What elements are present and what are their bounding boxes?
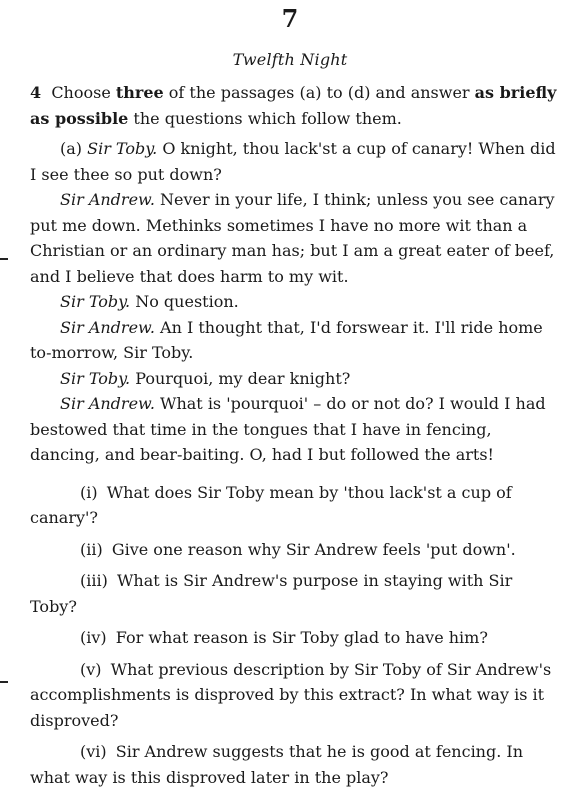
instruction-emphasis: as briefly as possible bbox=[30, 83, 557, 128]
speaker-name: Sir Toby. bbox=[60, 368, 131, 388]
speaker-name: Sir Andrew. bbox=[60, 190, 155, 209]
speech-text: An I thought that, I'd forswear it. I'll ride home to-morrow, Sir Toby. bbox=[30, 317, 543, 362]
instruction-text: of the passages (a) to (d) and answer bbox=[163, 83, 475, 102]
sub-question-number: (iv) bbox=[80, 628, 107, 647]
passage-line bbox=[30, 289, 558, 315]
sub-question-number: (ii) bbox=[80, 539, 103, 559]
sub-question-number: (vi) bbox=[80, 742, 107, 761]
sub-question-number: (iii) bbox=[80, 571, 108, 590]
speech-text: Never in your life, I think; unless you see canary put me down. Methinks sometimes I have no more wit than a Christian or an ordinary man has; but I am a great eater of beef, and I believe that does harm to my wit. bbox=[30, 190, 555, 286]
speech-text: What is 'pourquoi' – do or not do? I would I had bestowed that time in the tongues that I have in fencing, dancing, and bear-baiting. O, had I but followed the arts! bbox=[30, 394, 546, 464]
passage-line bbox=[30, 366, 558, 392]
sub-question bbox=[30, 625, 558, 651]
instruction-text: Choose bbox=[51, 83, 116, 102]
speech-text: No question. bbox=[130, 292, 239, 311]
passage-line bbox=[30, 391, 558, 468]
question-content bbox=[30, 80, 558, 796]
question-number: 4 bbox=[30, 83, 42, 102]
sub-question-number: (v) bbox=[80, 659, 102, 679]
section-title: Twelfth Night bbox=[232, 50, 348, 69]
speech-text: Pourquoi, my dear knight? bbox=[130, 368, 351, 388]
instruction-text: the questions which follow them. bbox=[128, 108, 402, 128]
sub-question-text: Give one reason why Sir Andrew feels 'put down'. bbox=[111, 539, 516, 559]
speaker-name: Sir Toby. bbox=[60, 292, 131, 311]
passage-line bbox=[30, 187, 558, 289]
sub-question-number: (i) bbox=[80, 482, 98, 502]
sub-question-text: What previous description by Sir Toby of Sir Andrew's accomplishments is disproved by this extract? In what way is it disproved? bbox=[30, 659, 552, 730]
margin-mark bbox=[0, 681, 8, 683]
sub-question-text: What does Sir Toby mean by 'thou lack'st a cup of canary'? bbox=[30, 482, 512, 527]
passage-a bbox=[30, 136, 558, 468]
speaker-name: Sir Andrew. bbox=[60, 394, 155, 413]
sub-question-text: For what reason is Sir Toby glad to have him? bbox=[115, 628, 488, 647]
margin-mark bbox=[0, 258, 8, 260]
sub-question bbox=[30, 568, 558, 619]
speaker-name: Sir Toby. bbox=[87, 139, 158, 158]
sub-question bbox=[30, 657, 558, 734]
sub-question bbox=[30, 537, 558, 563]
passage-line bbox=[30, 136, 558, 187]
sub-question-text: What is Sir Andrew's purpose in staying with Sir Toby? bbox=[30, 571, 513, 616]
sub-question bbox=[30, 739, 558, 790]
page-number: 7 bbox=[281, 4, 299, 33]
sub-question bbox=[30, 480, 558, 531]
instruction-emphasis: three bbox=[115, 83, 164, 102]
passage-line bbox=[30, 315, 558, 366]
question-instructions bbox=[30, 80, 558, 131]
speech-text: O knight, thou lack'st a cup of canary! When did I see thee so put down? bbox=[30, 139, 556, 184]
passage-label: (a) bbox=[60, 139, 88, 158]
sub-question-text: Sir Andrew suggests that he is good at fencing. In what way is this disproved later in the play? bbox=[30, 742, 524, 787]
speaker-name: Sir Andrew. bbox=[60, 317, 155, 337]
sub-questions bbox=[30, 480, 558, 791]
